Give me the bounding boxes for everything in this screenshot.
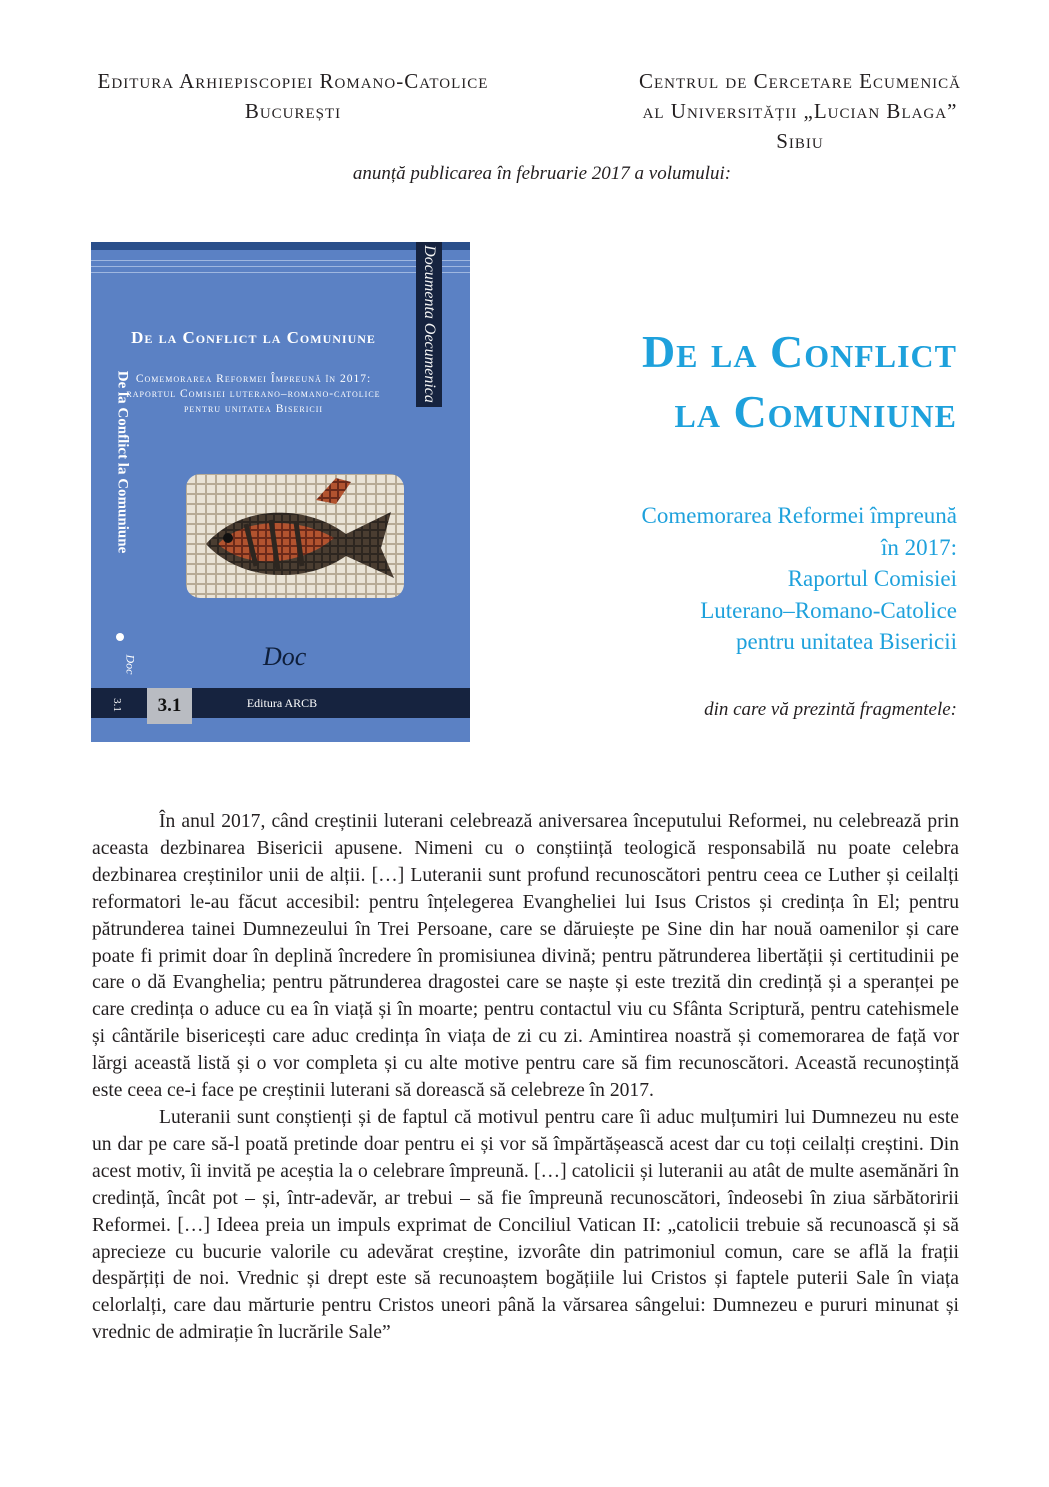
cover-spine-title: De la Conflict la Comuniune [114,370,131,554]
cover-subtitle-line: raportul Comisiei luterano–romano-catolice [126,388,381,400]
publisher-name: Editura Arhiepiscopiei Romano-Catolice [97,69,489,93]
book-subtitle-line: Luterano–Romano-Catolice [700,597,957,623]
excerpt-paragraph: Luteranii sunt conștienți și de faptul că motivul pentru care îi aduc mulțumiri lui Dumnezeu nu este un dar pe care să-l poată pretinde doar pentru ei și vor să împărtășească acest dar cu toți ceilalți creștini. Din acest motiv, îi invită pe aceștia la o celebrare împreună. […] catolicii și luteranii au atât de multe asemănări în credință, încât pot – și, într-adevăr, ar trebui – să fie împreună recunoscători, îndeosebi în ziua sărbătoririi Reformei. […] Ideea preia un impuls exprimat de Conciliul Vatican II: „catolicii trebuie să recunoască și să aprecieze cu bucurie valorile cu adevărat creștine, izvorâte din patrimoniul comun, care se află la frații despărțiți de noi. Vrednic și drept este să recunoaștem bogățiile lui Cristos și faptele puterii Sale în viața celorlalți, care dau mărturie pentru Cristos uneori până la vărsarea sângelui: Dumnezeu e pururi minunat și vrednic de admirație în lucrările Sale” [92,1106,959,1344]
publisher-header [58,66,528,126]
announcement: anunță publicarea în februarie 2017 a volumului: [352,163,732,184]
center-name: Centrul de Cercetare Ecumenică [638,69,962,93]
cover-small-logo: Doc [123,654,138,675]
book-subtitle [497,500,957,658]
cover-publisher: Editura ARCB [246,696,318,710]
fragments-intro: din care vă prezintă fragmentele: [704,699,957,720]
book-subtitle-line: în 2017: [880,534,957,560]
cover-dot [116,633,124,641]
book-title-line: De la Conflict [641,326,957,377]
excerpt-paragraph: În anul 2017, când creștinii luterani celebrează aniversarea începutului Reformei, nu celebrează prin aceasta dezbinarea Bisericii apusene. Nimeni cu o conștiință teologică responsabilă nu poate celebra dezbinarea creștinilor unii de alții. […] Luteranii sunt profund recunoscători pentru ceea ce Luther și ceilalți reformatori le-au făcut accesibil: pentru înțelegerea Evangheliei lui Isus Cristos și credința în El; pentru pătrunderea tainei Dumnezeului în Trei Persoane, care se dăruiește pe Sine din har nouă oamenilor și care poate fi primit doar în deplină încredere în promisiunea divină; pentru pătrunderea libertății și certitudinii pe care o dă Evanghelia; pentru pătrunderea dragostei care se naște și este trezită din credință și a speranței pe care credința o aduce cu ea în viață și în moarte; pentru contactul viu cu Sfânta Scriptură, pentru catehismele și cântările bisericești care aduc credința în viața de zi cu zi. Amintirea noastră și comemorarea de față vor lărgi această listă și o vor completa și cu alte motive pentru care să fim recunoscători. Această recunoștință este ceea ce-i face pe creștinii luterani să dorească să celebreze în 2017. [92,811,959,1102]
center-city: Sibiu [776,129,824,153]
cover-rule [91,272,470,273]
cover-logo: Doc [263,642,307,671]
book-subtitle-line: Raportul Comisiei [787,566,957,591]
cover-volume-spine: 3.1 [111,698,123,712]
cover-rule [91,266,470,267]
cover-top-bar [91,242,470,250]
fish-mosaic-image [186,474,404,598]
cover-rule [91,260,470,261]
center-university: al Universității „Lucian Blaga” [642,99,958,123]
excerpt-body [92,809,959,1347]
cover-subtitle [91,372,416,417]
cover-subtitle-line: Comemorarea Reformei Împreună în 2017: [135,373,372,385]
book-subtitle-line: Comemorarea Reformei împreună [641,503,957,528]
cover-volume-number: 3.1 [147,688,192,724]
book-subtitle-line: pentru unitatea Bisericii [736,629,957,654]
cover-title: De la Conflict la Comuniune [131,328,376,347]
research-center-header [610,66,990,156]
cover-series-label: Documenta Oecumenica [421,245,438,403]
book-cover [91,242,470,742]
book-title-line: la Comuniune [674,386,957,437]
book-title [497,322,957,442]
cover-subtitle-line: pentru unitatea Bisericii [183,403,324,415]
publisher-city: București [244,99,342,123]
